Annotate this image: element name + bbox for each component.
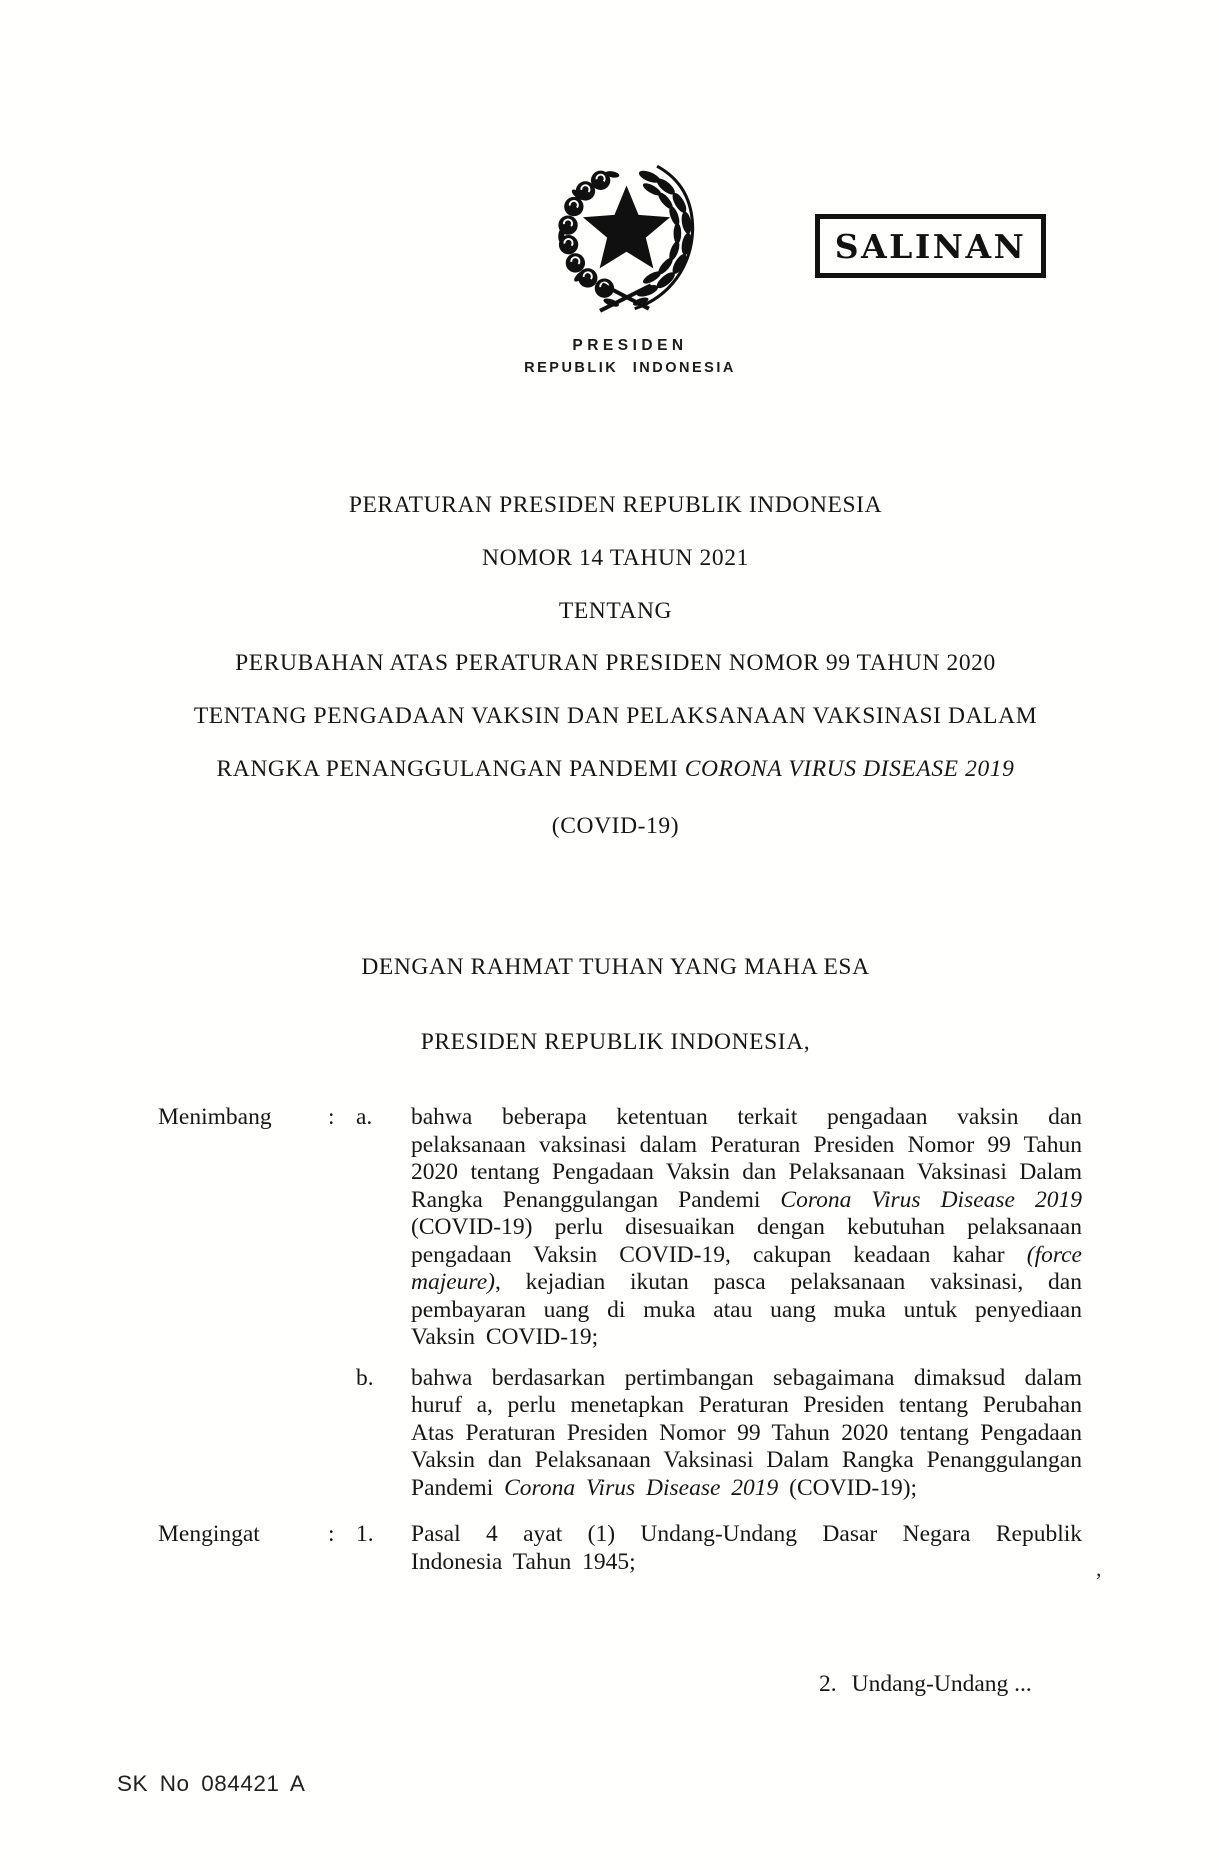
menimbang-colon: : [328, 1104, 335, 1130]
item-b-seg3: (COVID-19); [778, 1474, 918, 1501]
catchword [819, 1671, 1032, 1698]
item-a-text [411, 1104, 1082, 1352]
menimbang-label: Menimbang [158, 1104, 272, 1130]
item-b-marker: b. [356, 1364, 374, 1391]
mengingat-colon: : [328, 1521, 335, 1547]
title-line-4: PERUBAHAN ATAS PERATURAN PRESIDEN NOMOR 99 TAHUN 2020 [235, 650, 996, 676]
item-a-seg5: , kejadian ikutan pasca pelaksanaan vaksinasi, dan pembayaran uang di muka atau uang muka untuk penyediaan Vaksin COVID-19; [411, 1269, 1082, 1350]
menimbang-item-b-row [158, 1365, 1084, 1503]
item-1-text: Pasal 4 ayat (1) Undang-Undang Dasar Negara Republik Indonesia Tahun 1945; [411, 1521, 1082, 1575]
footer-doc-number: SK No 084421 A [117, 1771, 306, 1796]
empty-colon-cell [328, 1365, 356, 1503]
item-a-seg2-italic: Corona Virus Disease 2019 [780, 1186, 1082, 1213]
title-line-6-italic: CORONA VIRUS DISEASE 2019 [684, 756, 1015, 782]
mengingat-item-1-row [158, 1521, 1084, 1576]
title-line-7: (COVID-19) [551, 813, 680, 839]
empty-label-cell [158, 1365, 328, 1503]
salinan-label: SALINAN [834, 226, 1027, 266]
item-1-marker: 1. [356, 1521, 374, 1547]
title-line-6-normal: RANGKA PENANGGULANGAN PANDEMI [216, 756, 685, 782]
letterhead-presiden: PRESIDEN [572, 337, 688, 354]
catchword-text: Undang-Undang ... [851, 1671, 1032, 1697]
item-a-seg1: bahwa beberapa ketentuan terkait pengadaan vaksin dan pelaksanaan vaksinasi dalam Peraturan Presiden Nomor 99 Tahun 2020 tentang Pengadaan Vaksin dan Pelaksanaan Vaksinasi Dalam Rangka Penanggulangan Pandemi [411, 1104, 1082, 1213]
salinan-stamp [815, 214, 1046, 278]
item-a-marker: a. [356, 1104, 373, 1130]
title-line-5: TENTANG PENGADAAN VAKSIN DAN PELAKSANAAN VAKSINASI DALAM [193, 703, 1038, 729]
item-a-seg4-italic: (force majeure) [411, 1241, 1082, 1295]
stray-mark: , [1096, 1556, 1102, 1581]
item-b-text [411, 1365, 1082, 1503]
title-line-1: PERATURAN PRESIDEN REPUBLIK INDONESIA [348, 492, 883, 518]
item-b-seg1: bahwa berdasarkan pertimbangan sebagaimana dimaksud dalam huruf a, perlu menetapkan Peraturan Presiden tentang Perubahan Atas Peraturan Presiden Nomor 99 Tahun 2020 tentang Pengadaan Vaksin dan Pelaksanaan Vaksinasi Dalam Rangka Penanggulangan Pandemi [411, 1364, 1082, 1501]
authority-line: PRESIDEN REPUBLIK INDONESIA, [420, 1029, 811, 1055]
item-a-seg3: (COVID-19) perlu disesuaikan dengan kebutuhan pelaksanaan pengadaan Vaksin COVID-19, cakupan keadaan kahar [411, 1214, 1082, 1268]
title-line-3: TENTANG [558, 598, 673, 624]
letterhead [430, 337, 830, 376]
item-b-seg2-italic: Corona Virus Disease 2019 [504, 1474, 779, 1501]
title-line-2: NOMOR 14 TAHUN 2021 [482, 545, 749, 571]
menimbang-item-a-row [158, 1104, 1084, 1352]
letterhead-republik-indonesia: REPUBLIK INDONESIA [524, 360, 736, 376]
preamble-body [158, 1104, 1084, 1576]
catchword-number: 2. [819, 1671, 837, 1697]
mengingat-label: Mengingat [158, 1521, 260, 1547]
presidential-seal-icon [543, 156, 711, 324]
title-line-6 [12, 756, 1219, 783]
invocation-line: DENGAN RAHMAT TUHAN YANG MAHA ESA [361, 954, 870, 980]
